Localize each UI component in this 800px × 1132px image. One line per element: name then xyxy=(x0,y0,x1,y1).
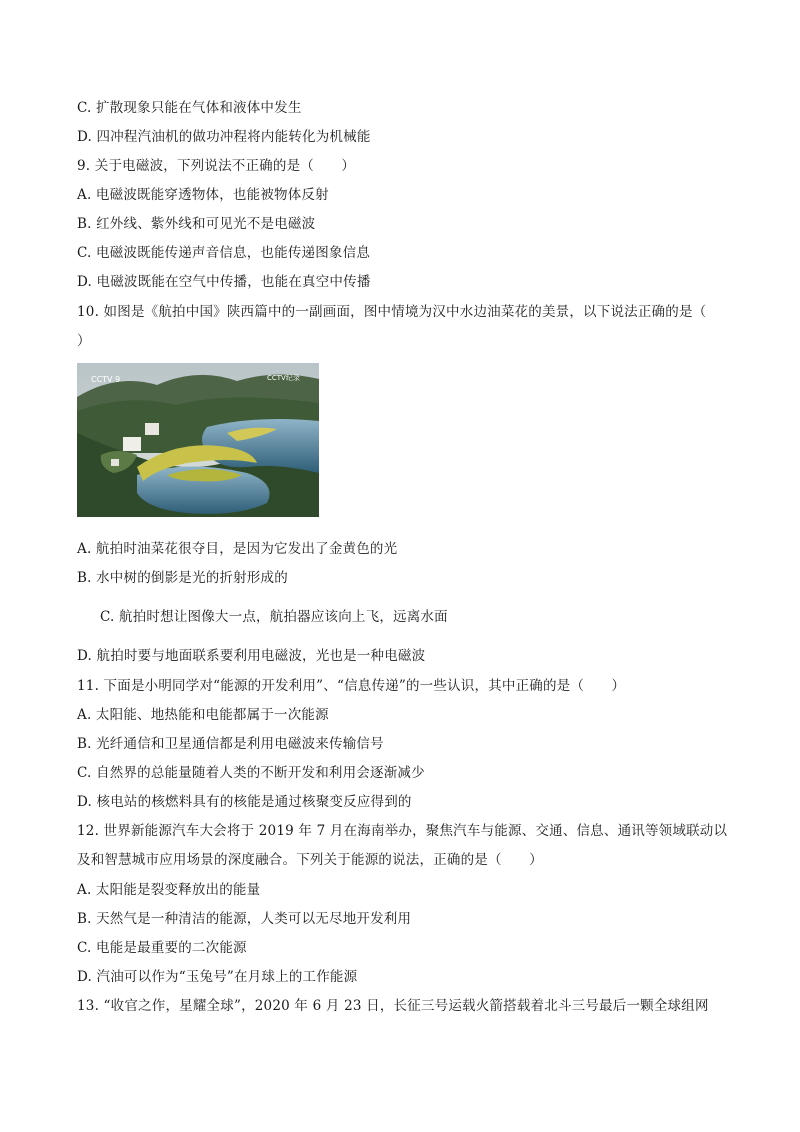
q11-stem: 11. 下面是小明同学对“能源的开发利用”、“信息传递”的一些认识，其中正确的是（ ） xyxy=(77,678,626,694)
q12-option-a: A. 太阳能是裂变释放出的能量 xyxy=(77,882,261,898)
q9-option-c: C. 电磁波既能传递声音信息，也能传递图象信息 xyxy=(77,245,371,261)
q9-option-b: B. 红外线、紫外线和可见光不是电磁波 xyxy=(77,216,316,232)
q12-option-d: D. 汽油可以作为“玉兔号”在月球上的工作能源 xyxy=(77,969,358,985)
q10-option-b: B. 水中树的倒影是光的折射形成的 xyxy=(77,570,288,586)
q11-option-d: D. 核电站的核燃料具有的核能是通过核聚变反应得到的 xyxy=(77,794,412,810)
q10-stem-continued: ） xyxy=(77,333,91,349)
q10-option-c: C. 航拍时想让图像大一点，航拍器应该向上飞，远离水面 xyxy=(100,609,448,625)
q8-option-c: C. 扩散现象只能在气体和液体中发生 xyxy=(77,100,302,116)
q11-option-b: B. 光纤通信和卫星通信都是利用电磁波来传输信号 xyxy=(77,736,384,752)
aerial-landscape-photo xyxy=(77,363,319,517)
q12-option-c: C. 电能是最重要的二次能源 xyxy=(77,940,247,956)
q10-stem: 10. 如图是《航拍中国》陕西篇中的一副画面，图中情境为汉中水边油菜花的美景，以下说法正确的是（ xyxy=(77,304,707,320)
q12-stem-continued: 及和智慧城市应用场景的深度融合。下列关于能源的说法，正确的是（ ） xyxy=(77,852,543,868)
q12-stem: 12. 世界新能源汽车大会将于 2019 年 7 月在海南举办，聚焦汽车与能源、交通、信息、通讯等领域联动以 xyxy=(77,823,728,839)
q9-stem: 9. 关于电磁波，下列说法不正确的是（ ） xyxy=(77,158,356,174)
channel-logo-right: CCTV纪录 xyxy=(267,374,300,382)
q8-option-d: D. 四冲程汽油机的做功冲程将内能转化为机械能 xyxy=(77,129,371,145)
q10-option-d: D. 航拍时要与地面联系要利用电磁波，光也是一种电磁波 xyxy=(77,648,426,664)
q9-option-a: A. 电磁波既能穿透物体，也能被物体反射 xyxy=(77,187,329,203)
q9-option-d: D. 电磁波既能在空气中传播，也能在真空中传播 xyxy=(77,274,371,290)
channel-logo-left: CCTV 9 xyxy=(91,375,121,384)
q11-option-c: C. 自然界的总能量随着人类的不断开发和利用会逐渐减少 xyxy=(77,765,425,781)
q12-option-b: B. 天然气是一种清洁的能源，人类可以无尽地开发利用 xyxy=(77,911,412,927)
q11-option-a: A. 太阳能、地热能和电能都属于一次能源 xyxy=(77,707,329,723)
q13-stem: 13. “收官之作，星耀全球”，2020 年 6 月 23 日，长征三号运载火箭搭载着北斗三号最后一颗全球组网 xyxy=(77,998,709,1014)
q10-option-a: A. 航拍时油菜花很夺目，是因为它发出了金黄色的光 xyxy=(77,541,398,557)
